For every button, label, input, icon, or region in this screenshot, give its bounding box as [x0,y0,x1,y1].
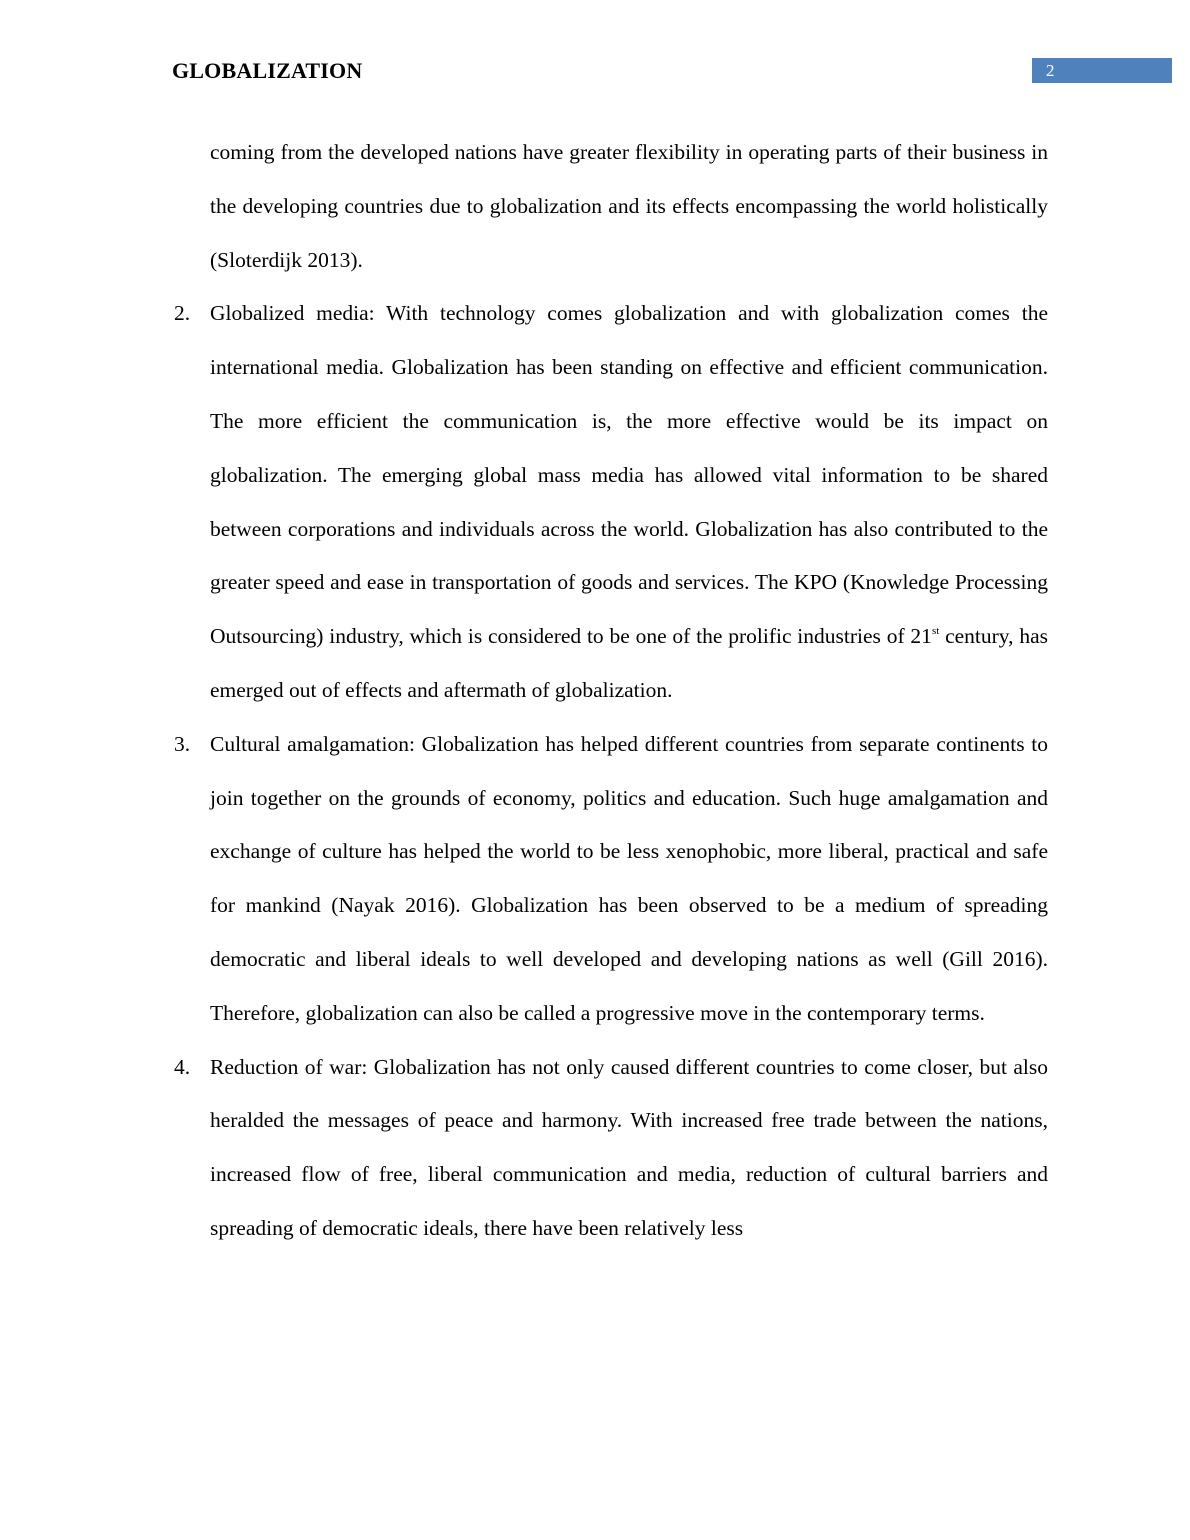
list-number: 2. [174,301,191,326]
continuation-paragraph: coming from the developed nations have greater flexibility in operating parts of their business in the developing countries due to globalization and its effects encompassing the world holistically (Sloterdijk 2013). [210,140,1048,272]
list-item-text-continued: century, has emerged out of effects and aftermath of globalization. [210,624,1049,702]
list-item-text: Globalized media: With technology comes globalization and with globalization comes the international media. Globalization has been standing on effective and efficient communication. The more efficient the communication is, the more effective would be its impact on globalization. The emerging global mass media has allowed vital information to be shared between corporations and individuals across the world. Globalization has also contributed to the greater speed and ease in transportation of goods and services. The KPO (Knowledge Processing Outsourcing) industry, which is considered to be one of the prolific industries of 21 [210,301,1048,649]
list-item-text: Cultural amalgamation: Globalization has helped different countries from separate continents to join together on the grounds of economy, politics and education. Such huge amalgamation and exchange of culture has helped the world to be less xenophobic, more liberal, practical and safe for mankind (Nayak 2016). Globalization has been observed to be a medium of spreading democratic and liberal ideals to well developed and developing nations as well (Gill 2016). Therefore, globalization can also be called a progressive move in the contemporary terms. [210,731,1048,1025]
page-number-badge [1032,58,1172,83]
list-item-reduction-of-war [174,1041,1048,1256]
running-header-title: GLOBALIZATION [172,58,363,83]
list-item-text: Reduction of war: Globalization has not only caused different countries to come closer, but also heralded the messages of peace and harmony. With increased free trade between the nations, increased flow of free, liberal communication and media, reduction of cultural barriers and spreading of democratic ideals, there have been relatively less [210,1054,1048,1240]
list-item-cultural-amalgamation [174,718,1048,1041]
list-number: 3. [174,731,191,756]
ordinal-superscript: st [931,625,940,638]
page-number: 2 [1046,61,1055,80]
list-item-globalized-media [174,287,1049,717]
list-number: 4. [174,1054,191,1079]
document-body [174,126,1049,1256]
